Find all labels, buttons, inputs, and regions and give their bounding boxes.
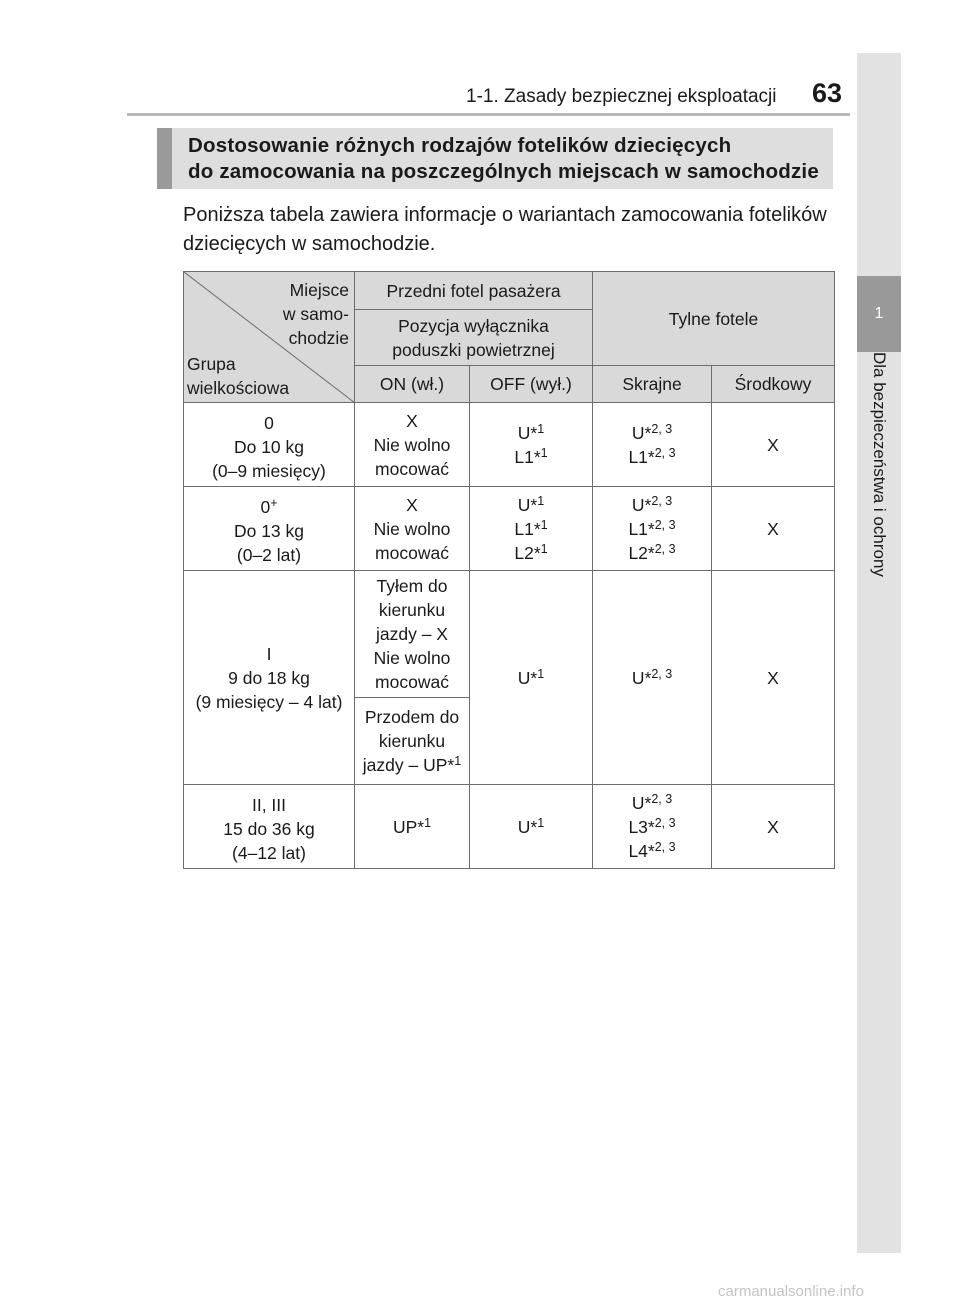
seat-position-label: Miejsce w samo- chodzie <box>282 280 349 348</box>
section-title-line2: do zamocowania na poszczególnych miejscach w samochodzie <box>188 160 819 183</box>
cell-center: X <box>712 403 835 487</box>
cell-on-rear-facing: Tyłem do kierunku jazdy – X Nie wolno mocować <box>355 571 470 698</box>
header-col-outer: Skrajne <box>593 366 712 403</box>
table-row <box>184 403 835 487</box>
cell-center: X <box>712 571 835 785</box>
footer-watermark: carmanualsonline.info <box>718 1283 864 1300</box>
cell-on: UP*$^1$ <box>355 785 470 869</box>
header-front-passenger: Przedni fotel pasażera <box>355 272 593 310</box>
cell-center: X <box>712 785 835 869</box>
page-number: 63 <box>812 78 843 108</box>
group-cell: 0+ Do 13 kg (0–2 lat) <box>184 487 355 571</box>
table-row <box>184 571 835 698</box>
running-header-section: 1-1. Zasady bezpiecznej eksploatacji <box>466 86 777 107</box>
size-group-label: Grupa wielkościowa <box>187 354 290 398</box>
chapter-title: Dla bezpieczeństwa i ochrony <box>870 352 889 577</box>
intro-paragraph <box>183 201 843 259</box>
group-cell: I 9 do 18 kg (9 miesięcy – 4 lat) <box>184 571 355 785</box>
header-col-off: OFF (wył.) <box>470 366 593 403</box>
group-cell: II, III 15 do 36 kg (4–12 lat) <box>184 785 355 869</box>
child-seat-suitability-table <box>183 271 835 869</box>
chapter-side-tab <box>857 53 901 1253</box>
header-col-on: ON (wł.) <box>355 366 470 403</box>
cell-on-forward-facing: Przodem do kierunku jazdy – UP*$^1$ <box>355 698 470 785</box>
cell-outer: U*$^{2, 3}$ L1*$^{2, 3}$ L2*$^{2, 3}$ <box>593 487 712 571</box>
cell-off: U*$^1$ <box>470 785 593 869</box>
header-airbag-switch: Pozycja wyłącznika poduszki powietrznej <box>355 310 593 366</box>
header-rear-seats: Tylne fotele <box>593 272 835 366</box>
table-row <box>184 785 835 869</box>
cell-outer: U*$^{2, 3}$ <box>593 571 712 785</box>
section-title-line1: Dostosowanie różnych rodzajów fotelików dziecięcych <box>188 134 732 157</box>
corner-header-cell <box>184 272 355 403</box>
cell-on: X Nie wolno mocować <box>355 403 470 487</box>
intro-line2: dziecięcych w samochodzie. <box>183 233 436 255</box>
table-row <box>184 487 835 571</box>
chapter-number-tab[interactable]: 1 <box>857 276 901 352</box>
cell-off: U*$^1$ L1*$^1$ <box>470 403 593 487</box>
cell-center: X <box>712 487 835 571</box>
cell-on: X Nie wolno mocować <box>355 487 470 571</box>
cell-off: U*$^1$ <box>470 571 593 785</box>
header-col-center: Środkowy <box>712 366 835 403</box>
intro-line1: Poniższa tabela zawiera informacje o wariantach zamocowania fotelików <box>183 204 827 226</box>
cell-off: U*$^1$ L1*$^1$ L2*$^1$ <box>470 487 593 571</box>
cell-outer: U*$^{2, 3}$ L1*$^{2, 3}$ <box>593 403 712 487</box>
group-cell: 0 Do 10 kg (0–9 miesięcy) <box>184 403 355 487</box>
header-divider <box>127 113 850 116</box>
section-title-box <box>157 128 833 189</box>
cell-outer: U*$^{2, 3}$ L3*$^{2, 3}$ L4*$^{2, 3}$ <box>593 785 712 869</box>
